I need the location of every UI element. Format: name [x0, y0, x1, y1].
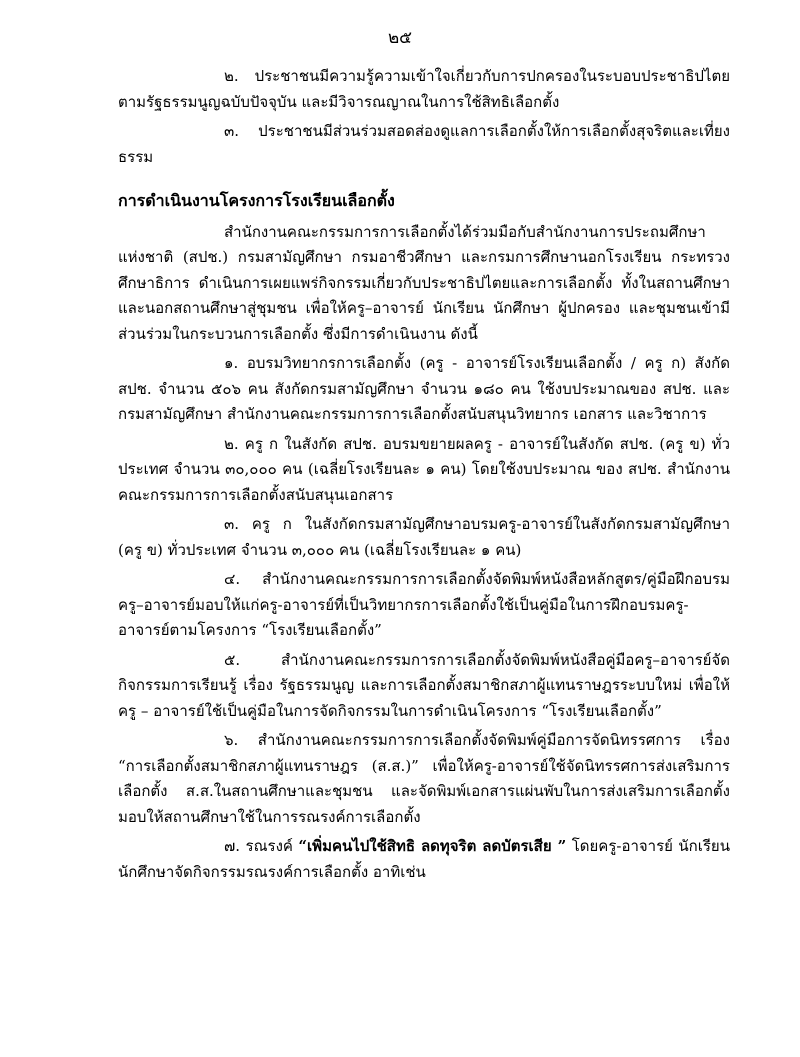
step-item-4: ๔. สำนักงานคณะกรรมการการเลือกตั้งจัดพิมพ์หนังสือหลักสูตร/คู่มือฝึกอบรมครู–อาจารย์มอบให้แก่ครู-อาจารย์ที่เป็นวิทยากรการเลือกตั้งใช้เป็นคู่มือในการฝึกอบรมครู-อาจารย์ตามโครงการ “โรงเรียนเลือกตั้ง”	[118, 570, 730, 639]
step-item-5: ๕. สำนักงานคณะกรรมการการเลือกตั้งจัดพิมพ์หนังสือคู่มือครู–อาจารย์จัดกิจกรรมการเรียนรู้ เรื่อง รัฐธรรมนูญ และการเลือกตั้งสมาชิกสภาผู้แทนราษฎรระบบใหม่ เพื่อให้ครู – อาจารย์ใช้เป็นคู่มือในการจัดกิจกรรมในการดำเนินโครงการ “โรงเรียนเลือกตั้ง”	[118, 650, 730, 720]
section-intro-paragraph: สำนักงานคณะกรรมการการเลือกตั้งได้ร่วมมือกับสำนักงานการประถมศึกษาแห่งชาติ (สปช.) กรมสามัญศึกษา กรมอาชีวศึกษา และกรมการศึกษานอกโรงเรียน กระทรวงศึกษาธิการ ดำเนินการเผยแพร่กิจกรรมเกี่ยวกับประชาธิปไตยและการเลือกตั้ง ทั้งในสถานศึกษาและนอกสถานศึกษาสู่ชุมชน เพื่อให้ครู–อาจารย์ นักเรียน นักศึกษา ผู้ปกครอง และชุมชนเข้ามีส่วนร่วมในกระบวนการเลือกตั้ง ซึ่งมีการดำเนินงาน ดังนี้	[118, 222, 730, 343]
objective-item-2: ๒. ประชาชนมีความรู้ความเข้าใจเกี่ยวกับการปกครองในระบอบประชาธิปไตยตามรัฐธรรมนูญฉบับปัจจุบัน และมีวิจารณญาณในการใช้สิทธิเลือกตั้ง	[118, 67, 730, 111]
step-item-1: ๑. อบรมวิทยากรการเลือกตั้ง (ครู - อาจารย์โรงเรียนเลือกตั้ง / ครู ก) สังกัด สปช. จำนวน ๕๐๖ คน สังกัดกรมสามัญศึกษา จำนวน ๑๘๐ คน ใช้งบประมาณของ สปช. และกรมสามัญศึกษา สำนักงานคณะกรรมการการเลือกตั้งสนับสนุนวิทยากร เอกสาร และวิชาการ	[118, 354, 730, 423]
step-item-2: ๒. ครู ก ในสังกัด สปช. อบรมขยายผลครู - อาจารย์ในสังกัด สปช. (ครู ข) ทั่วประเทศ จำนวน ๓๐,๐๐๐ คน (เฉลี่ยโรงเรียนละ ๑ คน) โดยใช้งบประมาณ ของ สปช. สำนักงานคณะกรรมการการเลือกตั้งสนับสนุนเอกสาร	[118, 434, 730, 504]
step-item-6: ๖. สำนักงานคณะกรรมการการเลือกตั้งจัดพิมพ์คู่มือการจัดนิทรรศการ เรื่อง “การเลือกตั้งสมาชิกสภาผู้แทนราษฎร (ส.ส.)” เพื่อให้ครู-อาจารย์ใช้จัดนิทรรศการส่งเสริมการเลือกตั้ง ส.ส.ในสถานศึกษาและชุมชน และจัดพิมพ์เอกสารแผ่นพับในการส่งเสริมการเลือกตั้งมอบให้สถานศึกษาใช้ในการรณรงค์การเลือกตั้ง	[118, 731, 730, 826]
step-item-7	[118, 834, 730, 885]
page-content	[118, 64, 730, 889]
step-7-prefix: ๗. รณรงค์	[224, 837, 299, 855]
campaign-slogan: “เพิ่มคนไปใช้สิทธิ ลดทุจริต ลดบัตรเสีย ”	[298, 837, 567, 855]
step-item-3: ๓. ครู ก ในสังกัดกรมสามัญศึกษาอบรมครู-อาจารย์ในสังกัดกรมสามัญศึกษา (ครู ข) ทั่วประเทศ จำนวน ๓,๐๐๐ คน (เฉลี่ยโรงเรียนละ ๑ คน)	[118, 515, 730, 559]
step-7-suffix: โดยครู-อาจารย์ นักเรียน นักศึกษาจัดกิจกรรมรณรงค์การเลือกตั้ง อาทิเช่น	[118, 837, 730, 881]
objective-item-3: ๓. ประชาชนมีส่วนร่วมสอดส่องดูแลการเลือกตั้งให้การเลือกตั้งสุจริตและเที่ยงธรรม	[118, 122, 730, 166]
section-heading: การดำเนินงานโครงการโรงเรียนเลือกตั้ง	[118, 191, 395, 210]
page-number: ๒๕	[387, 28, 413, 48]
